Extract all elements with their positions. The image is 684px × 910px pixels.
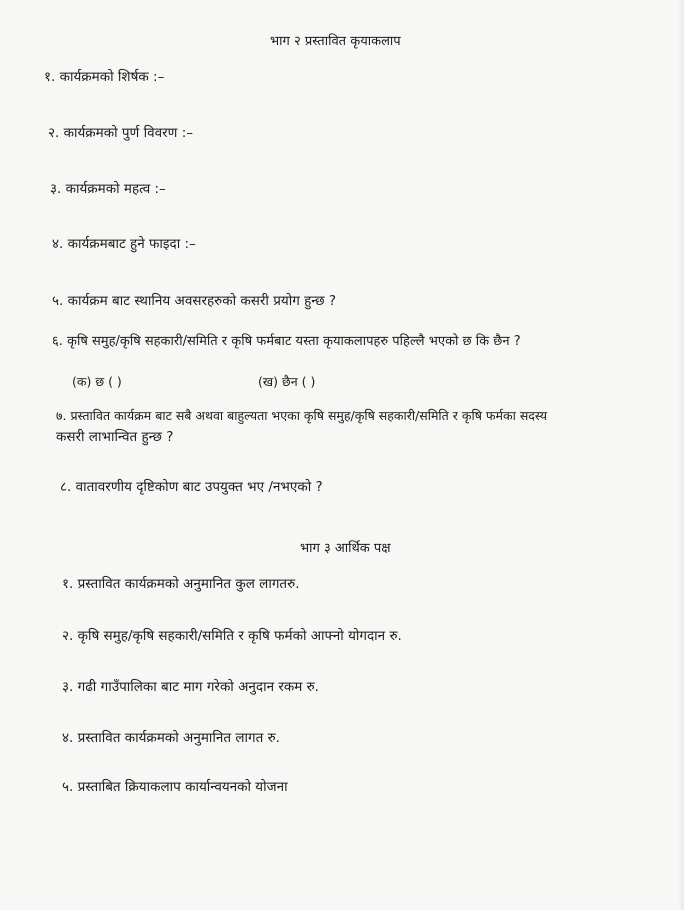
section2-q6-option-yes: (क) छ ( ) [72,374,122,389]
section2-q7-line2: कसरी लाभान्वित हुन्छ ? [56,429,174,445]
section3-q4-estimated-cost: ४. प्रस्तावित कार्यक्रमको अनुमानित लागत रु. [62,730,280,746]
section2-q7-line1: ७. प्रस्तावित कार्यक्रम बाट सबै अथवा बाहुल्यता भएका कृषि समुह/कृषि सहकारी/समिति र कृषि फर्मका सदस्य [56,408,548,423]
section2-q1-title: १. कार्यक्रमको शिर्षक :– [44,69,165,85]
section3-q2-own-contribution: २. कृषि समुह/कृषि सहकारी/समिति र कृषि फर्मको आफ्नो योगदान रु. [62,628,402,644]
section2-q4-benefit: ४. कार्यक्रमबाट हुने फाइदा :– [52,236,196,252]
section2-q8-environment: ८. वातावरणीय दृष्टिकोण बाट उपयुक्त भए /नभएको ? [60,479,323,495]
section2-q5-local-opportunity: ५. कार्यक्रम बाट स्थानिय अवसरहरुको कसरी प्रयोग हुन्छ ? [52,293,337,309]
section2-heading: भाग २ प्रस्तावित कृयाकलाप [270,34,401,49]
section3-q3-grant-amount: ३. गढी गाउँपालिका बाट माग गरेको अनुदान रकम रु. [62,679,319,695]
scan-edge-shadow [678,0,684,910]
section2-q6-option-no: (ख) छैन ( ) [258,374,316,389]
section3-q1-total-cost: १. प्रस्तावित कार्यक्रमको अनुमानित कुल लागतरु. [62,576,300,592]
section2-q2-description: २. कार्यक्रमको पुर्ण विवरण :– [48,125,193,141]
section3-heading: भाग ३ आर्थिक पक्ष [300,541,391,556]
section2-q6-prior-activity: ६. कृषि समुह/कृषि सहकारी/समिति र कृषि फर्मबाट यस्ता कृयाकलापहरु पहिल्लै भएको छ कि छैन ? [52,334,521,349]
section2-q3-importance: ३. कार्यक्रमको महत्व :– [50,181,166,197]
section3-q5-implementation-plan: ५. प्रस्ताबित क्रियाकलाप कार्यान्वयनको योजना [62,779,288,795]
